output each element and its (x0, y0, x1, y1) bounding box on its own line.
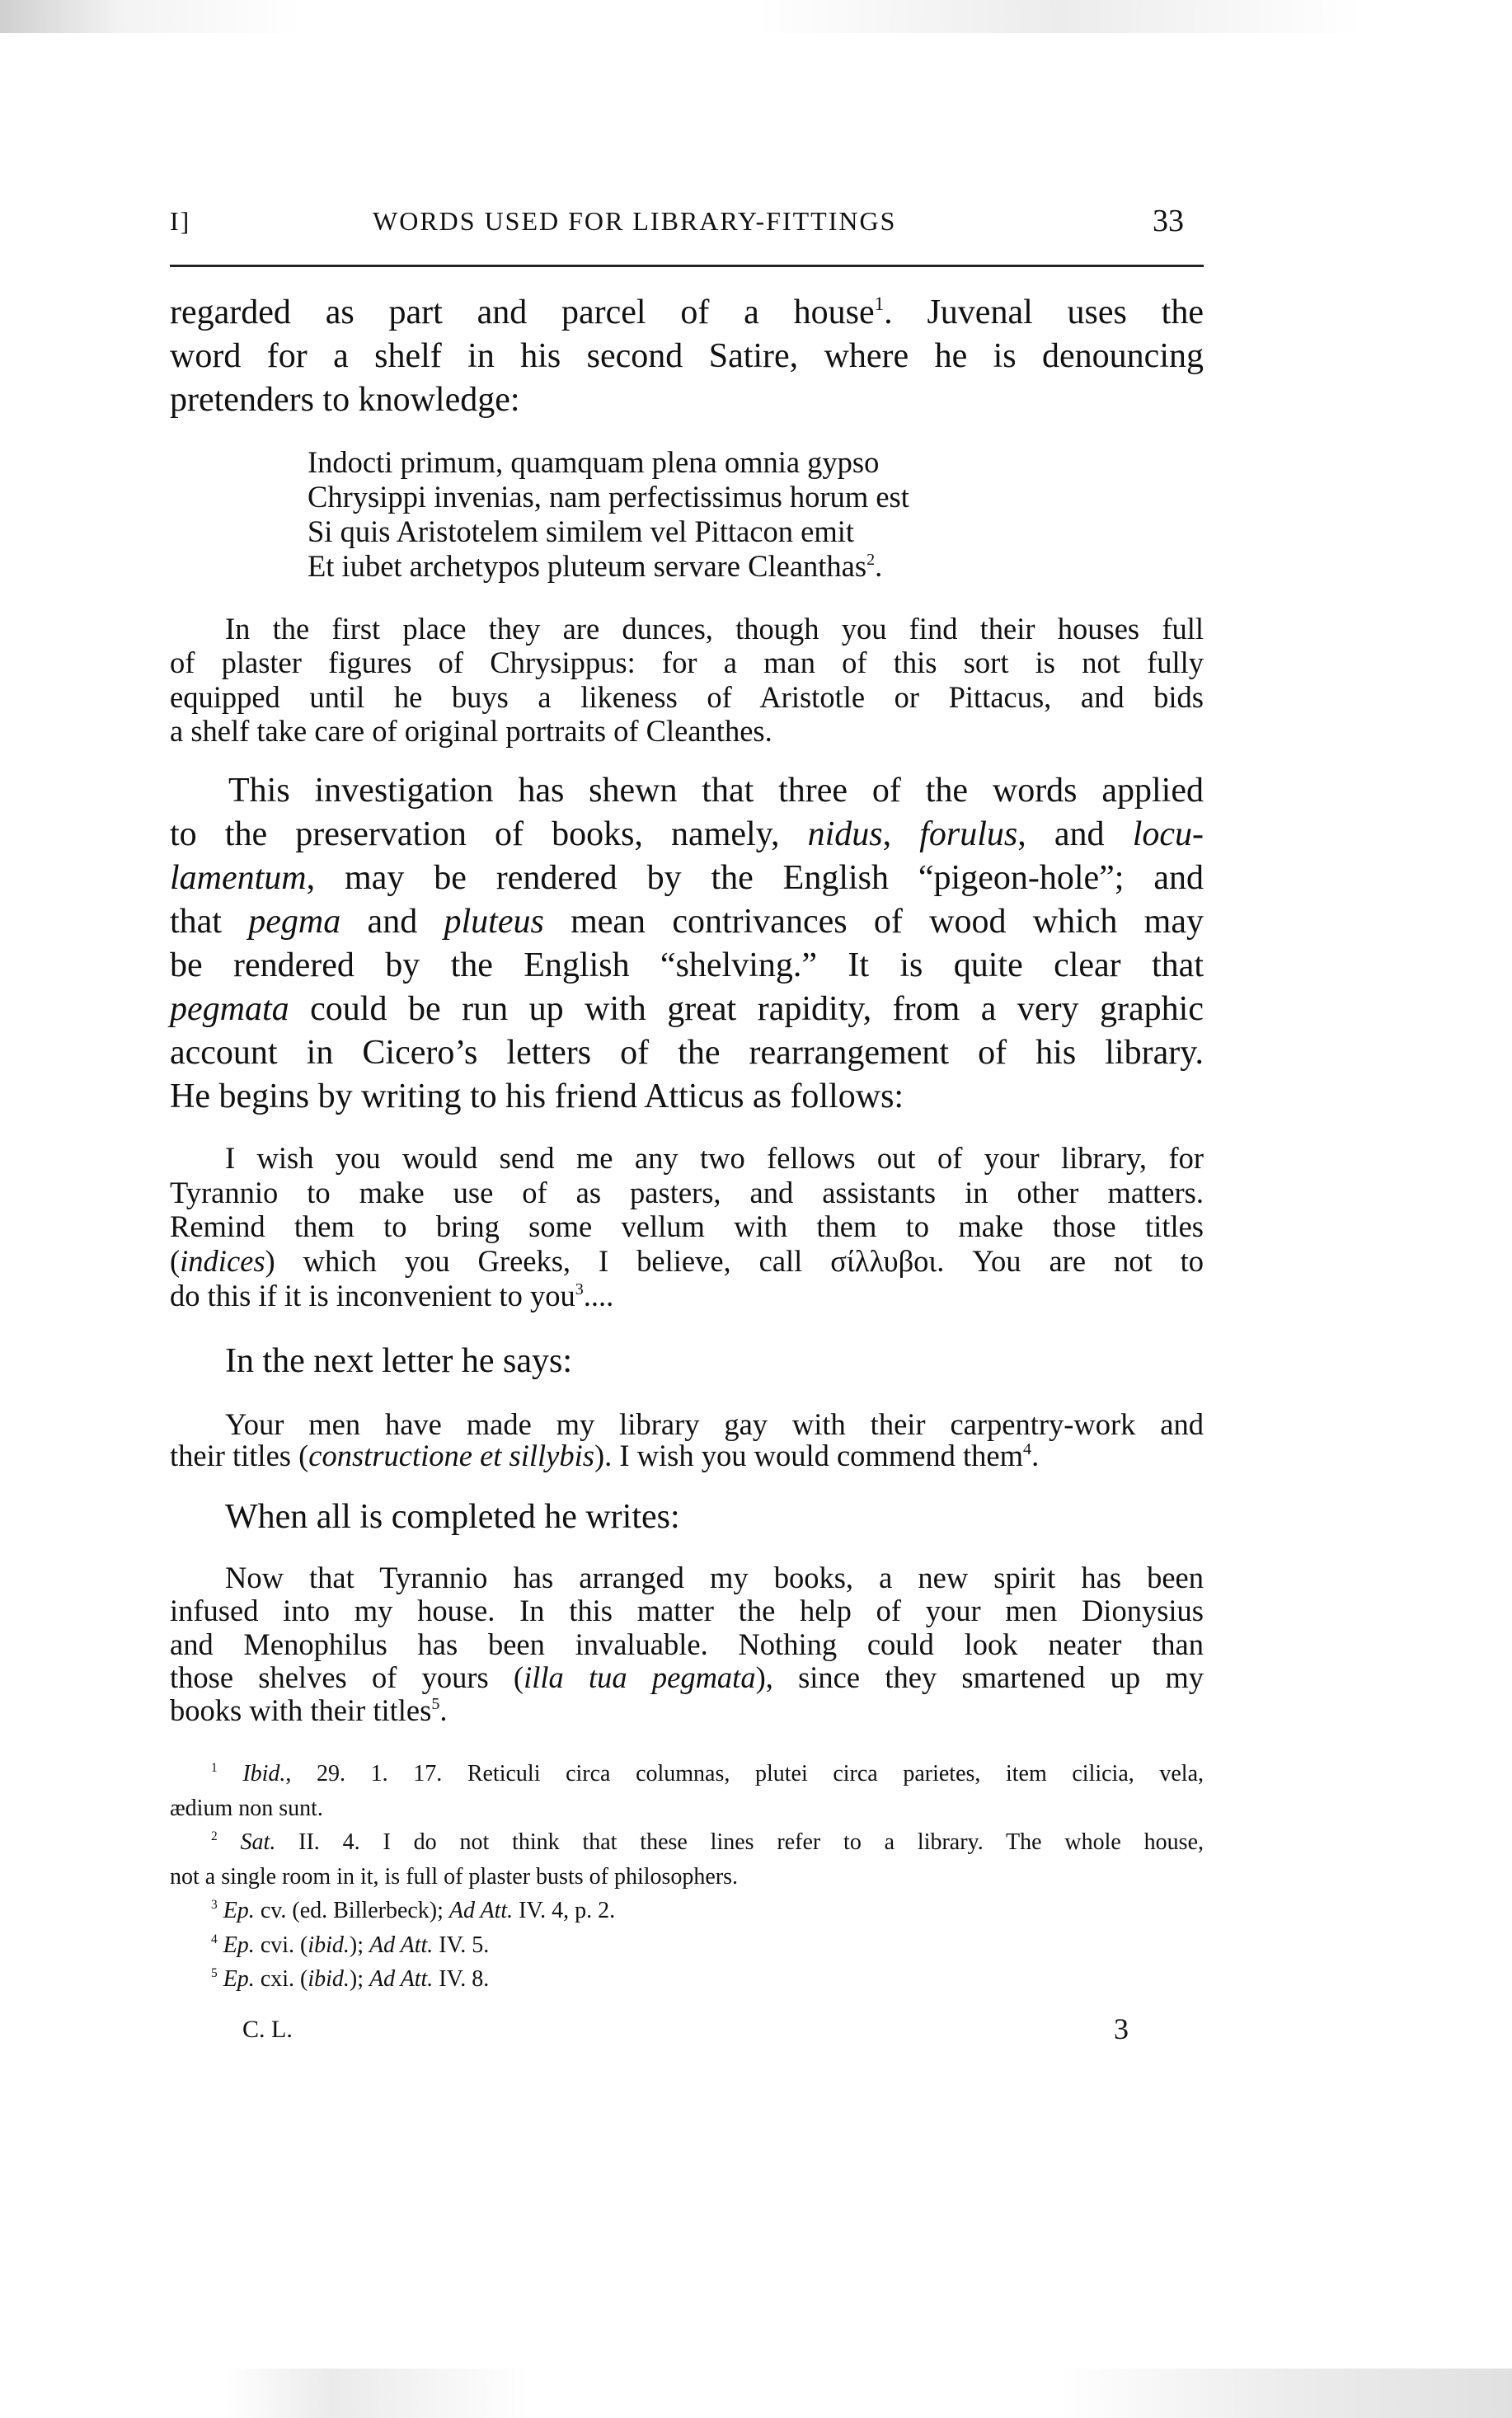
page-number: 33 (1153, 204, 1184, 238)
footnotes (170, 1757, 1204, 1997)
text-run: Your men have made my library gay with their carpentry-work and (225, 1407, 1204, 1441)
text-run: Remind them to bring some vellum with them to make those titles (170, 1209, 1204, 1244)
footnote-marker[interactable]: 3 (211, 1898, 218, 1913)
text-run: ædium non sunt. (170, 1795, 323, 1821)
italic-text: Ibid. (242, 1761, 286, 1787)
italic-text: lamentum (170, 859, 307, 897)
text-line (170, 378, 1204, 422)
footnote-marker[interactable]: 5 (211, 1966, 218, 1981)
text-run: word for a shelf in his second Satire, where he is denouncing (170, 337, 1204, 375)
text-run (218, 1898, 223, 1923)
signature-mark: C. L. (242, 2016, 293, 2043)
italic-text: ibid. (308, 1932, 350, 1958)
text-run: , 29. 1. 17. Reticuli circa columnas, plutei circa parietes, item cilicia, vela, (285, 1761, 1204, 1787)
text-run: Chrysippi invenias, nam perfectissimus horum est (308, 480, 909, 514)
text-run: those shelves of yours ( (170, 1660, 524, 1694)
italic-text: Ep. (223, 1932, 255, 1958)
text-line (308, 480, 909, 514)
text-run: be rendered by the English “shelving.” It is quite clear that (170, 946, 1204, 984)
footnote-marker[interactable]: 2 (211, 1829, 218, 1844)
italic-text: Ep. (223, 1898, 255, 1923)
text-line (170, 769, 1204, 813)
text-run: . (1031, 1439, 1040, 1472)
text-run: . (875, 549, 883, 583)
italic-text: nidus (807, 815, 883, 853)
text-run: and Menophilus has been invaluable. Nothing could look neater than (170, 1627, 1204, 1661)
text-line (170, 1409, 1204, 1440)
paragraph (170, 291, 1204, 422)
text-line (170, 1141, 1204, 1176)
text-run: pretenders to knowledge: (170, 381, 520, 419)
text-line (170, 857, 1204, 900)
text-run: their titles ( (170, 1439, 309, 1472)
text-line (170, 1440, 1204, 1472)
text-run: In the first place they are dunces, though you find their houses full (225, 612, 1204, 646)
text-run: equipped until he buys a likeness of Aristotle or Pittacus, and bids (170, 679, 1204, 714)
paragraph (170, 769, 1204, 1119)
block-quotation (170, 612, 1204, 748)
text-run: , (882, 815, 920, 853)
header-rule (170, 265, 1204, 267)
text-line (170, 1694, 1204, 1727)
footnote-marker[interactable]: 1 (874, 292, 885, 314)
paragraph (225, 1340, 572, 1383)
text-run: to the preservation of books, namely, (170, 815, 808, 853)
italic-text: illa tua pegmata (524, 1660, 756, 1694)
footnote-marker[interactable]: 1 (211, 1761, 218, 1776)
text-line (170, 612, 1204, 646)
italic-text: constructione et sillybis (308, 1439, 594, 1472)
text-line (170, 1279, 1204, 1313)
italic-text: Sat. (240, 1829, 276, 1855)
text-line (225, 1340, 572, 1383)
text-line (308, 514, 909, 549)
text-run (218, 1761, 243, 1787)
text-line (170, 1561, 1204, 1594)
signature-number: 3 (1114, 2012, 1129, 2045)
text-line (170, 1928, 1204, 1963)
text-run: ), since they smartened up my (755, 1660, 1204, 1694)
running-head-title: WORDS USED FOR LIBRARY-FITTINGS (373, 206, 897, 236)
scan-shadow-top (0, 0, 1512, 33)
italic-text: locu- (1132, 815, 1204, 853)
block-quotation (170, 1141, 1204, 1313)
text-line (170, 1209, 1204, 1244)
text-run: do this if it is inconvenient to you (170, 1278, 575, 1312)
scan-shadow-bottom (0, 2369, 1512, 2418)
text-run: , may be rendered by the English “pigeon-hole”; and (306, 859, 1204, 897)
text-run: . (439, 1693, 448, 1728)
text-line (170, 714, 1204, 748)
footnote-marker[interactable]: 4 (1023, 1439, 1032, 1458)
text-run: , and (1017, 815, 1133, 853)
text-line (308, 549, 909, 584)
text-run: Tyrannio to make use of as pasters, and assistants in other matters. (170, 1175, 1204, 1209)
text-line (170, 1825, 1204, 1860)
text-line (170, 944, 1204, 988)
italic-text: Ad Att. (369, 1932, 434, 1958)
text-run: not a single room in it, is full of plaster busts of philosophers. (170, 1863, 739, 1890)
text-line (170, 900, 1204, 944)
text-run: ) which you Greeks, I believe, call σίλλυβοι. You are not to (265, 1244, 1204, 1279)
footnote-marker[interactable]: 2 (866, 550, 876, 569)
text-run: II. 4. I do not think that these lines refer to a library. The whole house, (275, 1829, 1204, 1855)
text-line (170, 1244, 1204, 1279)
text-run: regarded as part and parcel of a house (170, 293, 875, 331)
text-run: that (170, 903, 249, 941)
text-line (170, 335, 1204, 378)
text-run: and (340, 903, 444, 941)
text-line (170, 1860, 1204, 1894)
italic-text: Ad Att. (448, 1898, 514, 1923)
text-run (218, 1932, 223, 1958)
text-line (170, 988, 1204, 1031)
text-run: IV. 5. (433, 1932, 490, 1958)
text-run: When all is completed he writes: (225, 1498, 680, 1536)
footnote-marker[interactable]: 5 (431, 1695, 440, 1714)
italic-text: Ep. (223, 1966, 255, 1992)
text-run: of plaster figures of Chrysippus: for a man of this sort is not fully (170, 646, 1204, 680)
text-run: ); (349, 1966, 370, 1992)
footnote-marker[interactable]: 3 (575, 1279, 584, 1298)
text-run: ); (349, 1932, 370, 1958)
text-run: ( (170, 1244, 181, 1279)
text-run: Indocti primum, quamquam plena omnia gypso (308, 445, 880, 479)
text-run: ). I wish you would commend them (594, 1439, 1024, 1472)
italic-text: pegmata (170, 990, 289, 1028)
text-run: cvi. ( (254, 1932, 308, 1958)
text-line (170, 1661, 1204, 1694)
text-line (170, 1594, 1204, 1627)
text-line (170, 1894, 1204, 1928)
text-line (225, 1495, 680, 1539)
italic-text: pluteus (444, 903, 544, 941)
italic-text: indices (180, 1244, 265, 1279)
text-line (170, 1075, 1204, 1119)
text-run: IV. 4, p. 2. (513, 1898, 616, 1923)
text-line (170, 646, 1204, 679)
text-run: could be run up with great rapidity, from a very graphic (289, 990, 1204, 1028)
text-run: cxi. ( (254, 1966, 308, 1992)
footnote (170, 1825, 1204, 1894)
text-run: This investigation has shewn that three of the words applied (228, 772, 1204, 810)
text-line (308, 445, 909, 480)
text-run: .... (583, 1278, 614, 1312)
text-run: IV. 8. (433, 1966, 490, 1992)
text-run: books with their titles (170, 1693, 432, 1728)
text-line (170, 1031, 1204, 1075)
text-run: infused into my house. In this matter the help of your men Dionysius (170, 1594, 1204, 1628)
text-run: I wish you would send me any two fellows out of your library, for (225, 1141, 1204, 1175)
footnote (170, 1962, 1204, 1997)
footnote (170, 1757, 1204, 1825)
text-run: Et iubet archetypos pluteum servare Cleanthas (308, 549, 867, 583)
text-run: cv. (ed. Billerbeck); (254, 1898, 449, 1923)
text-line (170, 813, 1204, 857)
italic-text: Ad Att. (369, 1966, 434, 1992)
text-run: account in Cicero’s letters of the rearrangement of his library. (170, 1034, 1204, 1072)
verse-quotation (308, 445, 909, 584)
text-run: a shelf take care of original portraits of Cleanthes. (170, 713, 772, 748)
paragraph (225, 1495, 680, 1539)
text-run: . Juvenal uses the (884, 293, 1204, 331)
italic-text: ibid. (308, 1966, 350, 1992)
text-run: In the next letter he says: (225, 1342, 573, 1380)
italic-text: pegma (248, 903, 341, 941)
text-run: mean contrivances of wood which may (543, 903, 1204, 941)
text-line (170, 1628, 1204, 1661)
text-line (170, 1176, 1204, 1210)
text-line (170, 1757, 1204, 1791)
text-line (170, 291, 1204, 335)
text-run: He begins by writing to his friend Atticus as follows: (170, 1078, 904, 1115)
italic-text: forulus (919, 815, 1018, 853)
text-line (170, 680, 1204, 714)
running-head-chapter: I] (170, 206, 191, 236)
block-quotation (170, 1409, 1204, 1472)
footnote-marker[interactable]: 4 (211, 1932, 218, 1946)
text-line (170, 1962, 1204, 1997)
text-run (218, 1966, 223, 1992)
footnote (170, 1894, 1204, 1928)
block-quotation (170, 1561, 1204, 1727)
text-run (218, 1829, 241, 1855)
text-run: Now that Tyrannio has arranged my books, a new spirit has been (225, 1561, 1204, 1594)
text-line (170, 1791, 1204, 1826)
text-run: Si quis Aristotelem similem vel Pittacon emit (308, 514, 855, 548)
footnote (170, 1928, 1204, 1963)
